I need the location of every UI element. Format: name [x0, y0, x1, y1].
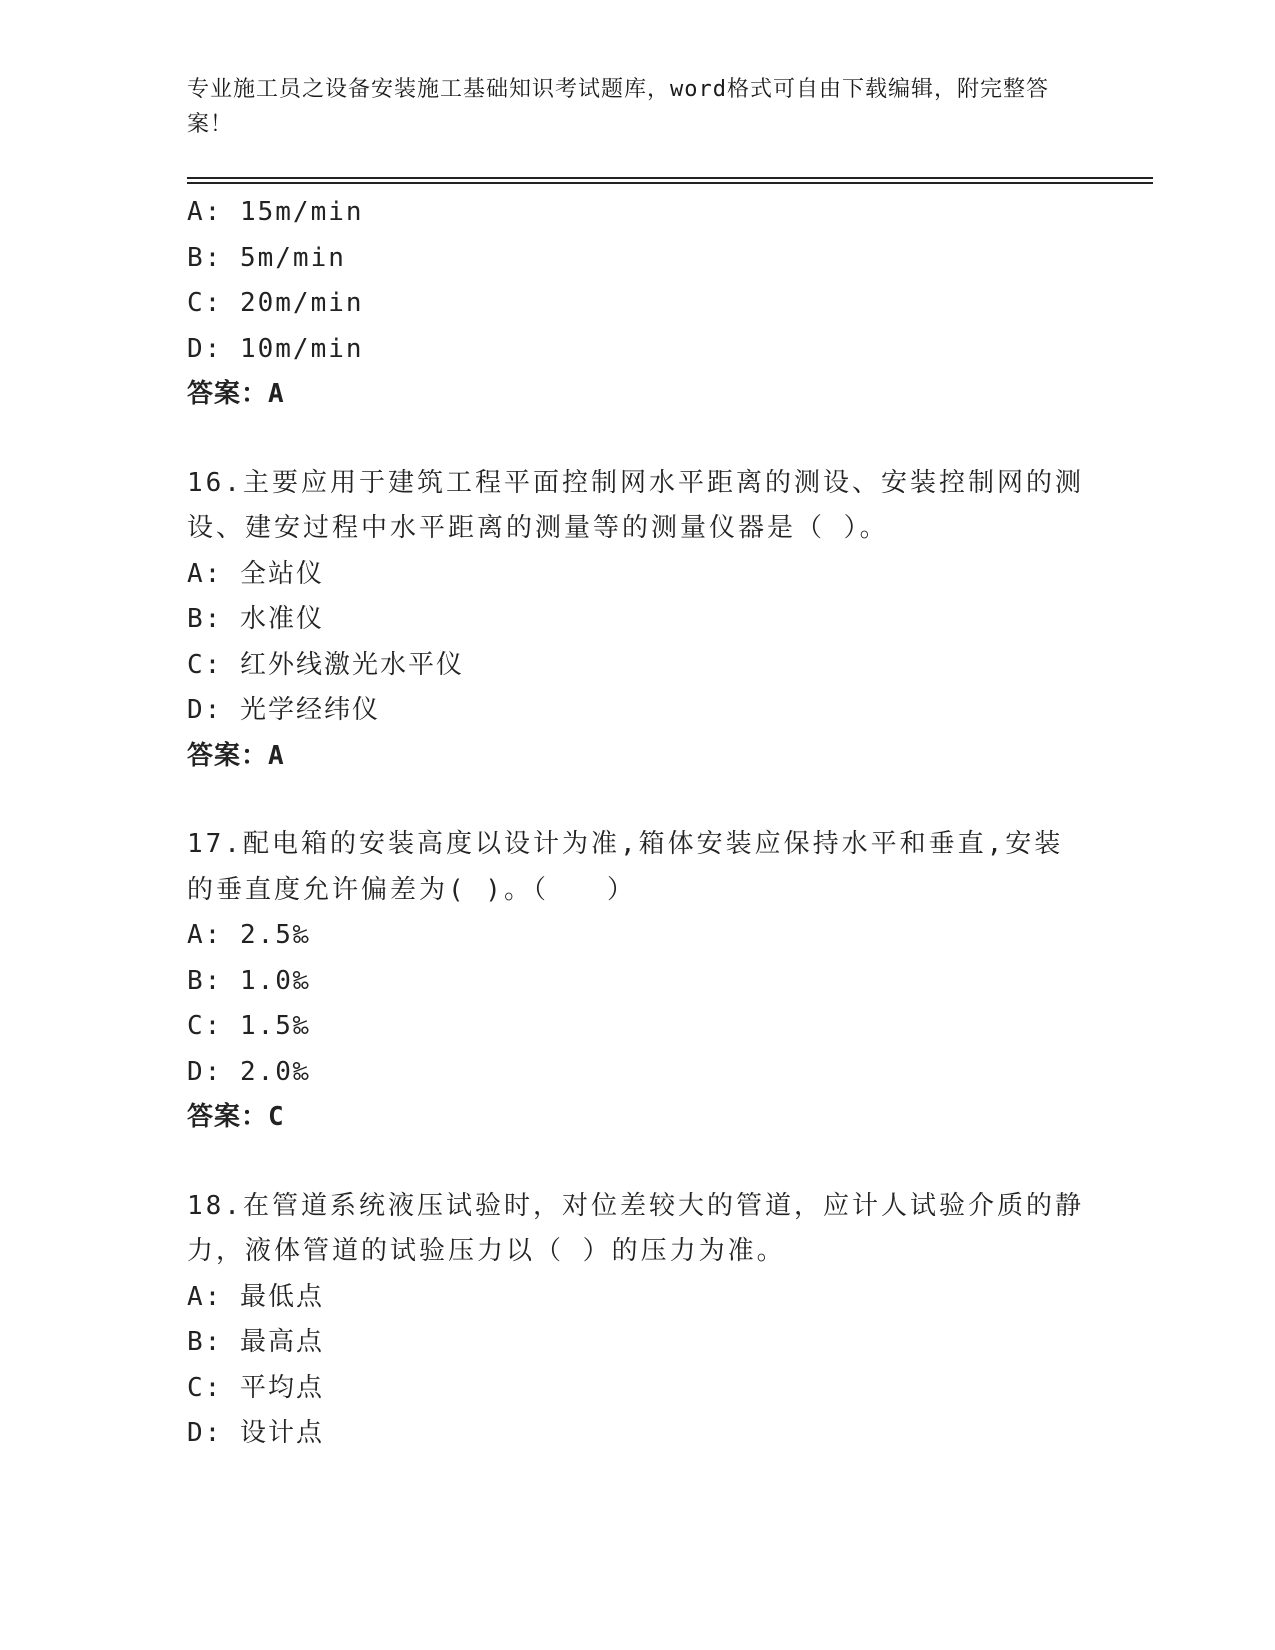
answer-line: 答案：A	[187, 740, 285, 771]
question-text: 17.配电箱的安装高度以设计为准,箱体安装应保持水平和垂直,安装的垂直度允许偏差为( )。（ ）	[187, 829, 1064, 905]
partial-question	[187, 190, 1087, 418]
question-list	[187, 190, 1087, 1457]
option-b: B: 最高点	[187, 1327, 324, 1357]
header-divider-top	[187, 177, 1153, 179]
option-a: A: 15m/min	[187, 197, 364, 227]
option-c: C: 1.5‰	[187, 1011, 311, 1041]
option-c: C: 平均点	[187, 1372, 324, 1403]
option-c: C: 红外线激光水平仪	[187, 649, 464, 680]
option-a: A: 最低点	[187, 1281, 324, 1312]
option-d: D: 光学经纬仪	[187, 695, 380, 725]
option-b: B: 1.0‰	[187, 965, 311, 996]
option-c: C: 20m/min	[187, 288, 364, 318]
question-16	[187, 461, 1087, 780]
option-a: A: 2.5‰	[187, 920, 311, 950]
option-b: B: 水准仪	[187, 604, 324, 634]
option-d: D: 设计点	[187, 1418, 324, 1448]
answer-line: 答案：A	[187, 379, 285, 409]
option-b: B: 5m/min	[187, 242, 346, 273]
question-text: 16.主要应用于建筑工程平面控制网水平距离的测设、安装控制网的测设、建安过程中水平距离的测量等的测量仪器是（ ）。	[187, 467, 1084, 543]
answer-line: 答案：C	[187, 1102, 285, 1132]
question-17	[187, 822, 1087, 1141]
option-d: D: 10m/min	[187, 333, 364, 364]
document-header: 专业施工员之设备安装施工基础知识考试题库，word格式可自由下载编辑，附完整答案！	[187, 77, 1049, 137]
option-a: A: 全站仪	[187, 558, 324, 589]
question-18	[187, 1184, 1087, 1457]
question-text: 18.在管道系统液压试验时，对位差较大的管道，应计人试验介质的静力，液体管道的试验压力以（ ）的压力为准。	[187, 1190, 1084, 1266]
option-d: D: 2.0‰	[187, 1056, 311, 1087]
header-divider-bottom	[187, 182, 1153, 184]
